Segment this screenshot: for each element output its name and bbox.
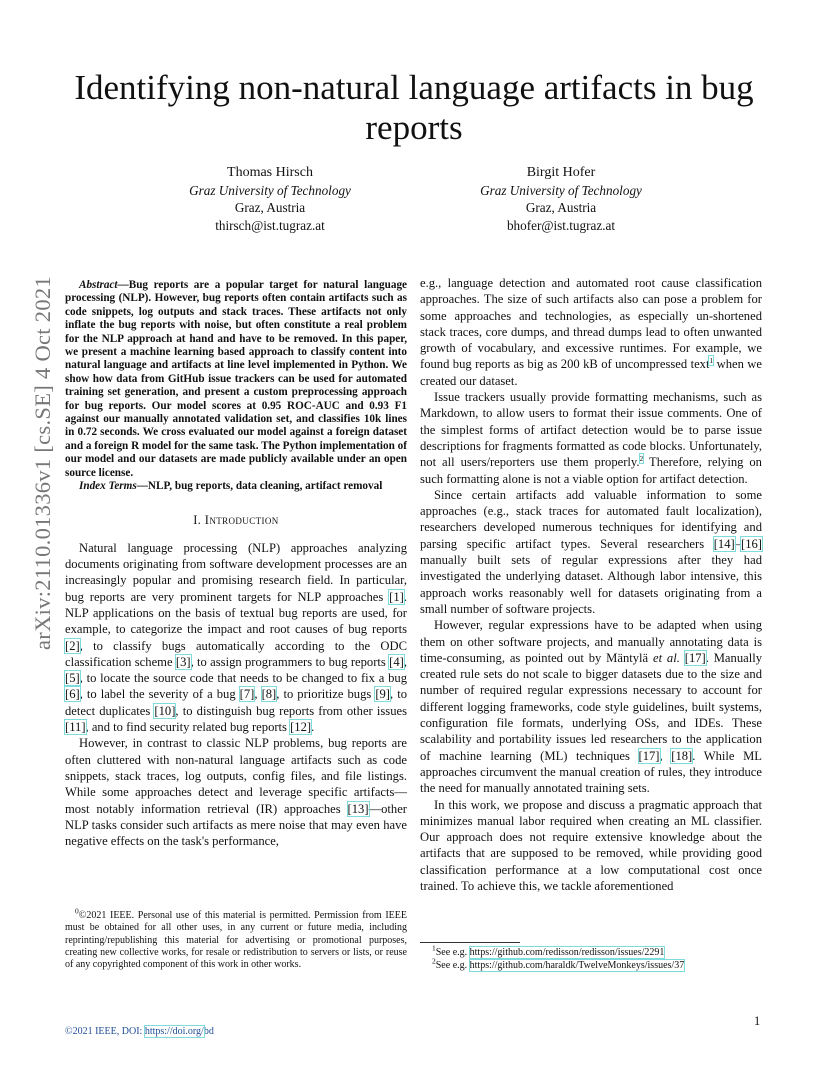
italic-text: et al. — [653, 650, 680, 665]
footnote-mark: 1 — [432, 943, 436, 953]
footnote-link[interactable]: https://github.com/redisson/redisson/issues/2291 — [469, 947, 665, 958]
arxiv-identifier: arXiv:2110.01336v1 [cs.SE] 4 Oct 2021 — [30, 276, 55, 650]
author-location: Graz, Austria — [234, 200, 306, 215]
footnote-link[interactable]: https://github.com/haraldk/TwelveMonkeys/issues/37 — [469, 960, 685, 971]
footnote-prefix: See e.g. — [435, 947, 470, 958]
paragraph: Natural language processing (NLP) approaches analyzing documents originating from software development processes are an increasingly popular and promising research field. In particular, bug reports are very prominent targets for NLP approaches [1]. NLP applications on the basis of textual bug reports are used, for example, to categorize the impact and root causes of bug reports [2], to classify bugs automatically according to the ODC classification scheme [3], to assign programmers to bug reports [4], [5], to locate the source code that needs to be changed to fix a bug [6], to label the severity of a bug [7], [8], to prioritize bugs [9], to detect duplicates [10], to distinguish bug reports from other issues [11], and to find security related bug reports [12]. — [65, 540, 407, 735]
citation-link[interactable]: [5] — [65, 671, 80, 686]
copyright-footnote — [65, 906, 407, 971]
doi-line — [65, 1026, 214, 1037]
author-block — [431, 164, 691, 234]
left-body — [65, 540, 407, 850]
footnote-ref[interactable]: 2 — [639, 454, 644, 464]
footnotes — [420, 943, 762, 972]
paper-title: Identifying non-natural language artifacts in bug reports — [74, 68, 754, 147]
right-column — [420, 275, 762, 894]
citation-link[interactable]: [1] — [389, 589, 404, 604]
footnote — [420, 956, 762, 972]
doi-suffix: bd — [203, 1026, 214, 1037]
author-block — [140, 164, 400, 234]
author-name: Birgit Hofer — [526, 165, 596, 180]
section-heading: I. Introduction — [193, 512, 279, 527]
abstract-text: —Bug reports are a popular target for natural language processing (NLP). However, bug reports often contain artifacts such as code snippets, log outputs and stack traces. These artifacts not only inflate the bug reports with noise, but often constitute a real problem for the NLP approach at hand and have to be removed. In this paper, we present a machine learning based approach to classify content into natural language and artifacts at line level implemented in Python. We show how data from GitHub issue trackers can be used for automated training set generation, and present a custom preprocessing approach for bug reports. Our model scores at 0.95 ROC-AUC and 0.93 F1 against our manually annotated validation set, and classifies 10k lines in 0.72 seconds. We cross evaluated our model against a foreign dataset and a foreign R model for the same task. The Python implementation of our model and our datasets are made publicly available under an open source license. — [65, 279, 407, 479]
author-affiliation: Graz University of Technology — [480, 182, 642, 198]
index-terms-label: Index Terms — [79, 480, 137, 493]
right-body — [420, 275, 762, 894]
doi-link[interactable]: https://doi.org/ — [144, 1026, 204, 1037]
citation-link[interactable]: [12] — [290, 720, 312, 735]
citation-link[interactable]: [14] — [713, 536, 735, 551]
citation-link[interactable]: [10] — [154, 703, 176, 718]
citation-link[interactable]: [13] — [347, 801, 369, 816]
left-column — [65, 279, 407, 849]
citation-link[interactable]: [17] — [684, 650, 706, 665]
citation-link[interactable]: [18] — [671, 748, 693, 763]
paragraph: However, regular expressions have to be adapted when using them on other software projects, and manually annotating data is time-consuming, as pointed out by Mäntylä et al. [17]. Manually created rule sets do not scale to bigger datasets due to the size and number of required regular expressions necessary to account for different logging frameworks, code style guidelines, built systems, configuration file formats, underlying OSs, and IDEs. These scalability and portability issues led researchers to the application of machine learning (ML) techniques [17], [18]. While ML approaches circumvent the manual creation of rules, they introduce the need for manually annotated training sets. — [420, 618, 763, 796]
citation-link[interactable]: [17] — [638, 748, 660, 763]
citation-link[interactable]: [3] — [175, 654, 191, 669]
copyright-text: ©2021 IEEE. Personal use of this material is permitted. Permission from IEEE must be obtained for all other uses, in any current or future media, including reprinting/republishing this material for advertising or promotional purposes, creating new collective works, for resale or redistribution to servers or lists, or reuse of any copyrighted component of this work in other works. — [65, 910, 407, 971]
paragraph: e.g., language detection and automated root cause classification approaches. The size of such artifacts also can pose a problem for some approaches and technologies, as especially un-shortened stack traces, core dumps, and thread dumps lead to often unwanted growth of vocabulary, and excessive runtimes. For example, we found bug reports as big as 200 kB of uncompressed text$^1$ when we created our dataset. — [420, 276, 762, 388]
citation-link[interactable]: [2] — [65, 638, 80, 653]
doi-prefix: ©2021 IEEE, DOI: — [65, 1026, 145, 1037]
abstract-label: Abstract — [79, 279, 118, 291]
citation-link[interactable]: [8] — [261, 687, 277, 702]
index-terms — [65, 480, 407, 493]
citation-link[interactable]: [7] — [239, 687, 255, 702]
author-name: Thomas Hirsch — [227, 165, 313, 180]
citation-link[interactable]: [16] — [741, 536, 762, 551]
footnote-ref[interactable]: 1 — [709, 356, 714, 366]
author-email[interactable]: thirsch@ist.tugraz.at — [215, 217, 325, 233]
paragraph: In this work, we propose and discuss a pragmatic approach that minimizes manual labor required when creating an ML classifier. Our approach does not require extensive knowledge about the artifacts that are supposed to be removed, while providing good classification performance at a low computational cost once trained. To achieve this, we tackle aforementioned — [420, 797, 762, 893]
footnote-prefix: See e.g. — [435, 960, 470, 971]
index-terms-text: —NLP, bug reports, data cleaning, artifact removal — [136, 480, 383, 493]
page-number: 1 — [754, 1014, 761, 1028]
paragraph: However, in contrast to classic NLP problems, bug reports are often cluttered with non-natural language artifacts such as code snippets, stack traces, log outputs, config files, and file listings. While some approaches detect and leverage specific artifacts—most notably information retrieval (IR) approaches [13]—other NLP tasks consider such artifacts as mere noise that may even have negative effects on the task's performance, — [65, 736, 407, 849]
author-location: Graz, Austria — [525, 200, 597, 215]
citation-link[interactable]: [6] — [65, 687, 80, 702]
footnote-mark: 2 — [432, 956, 436, 966]
citation-link[interactable]: [9] — [375, 687, 390, 702]
author-email[interactable]: bhofer@ist.tugraz.at — [506, 217, 616, 233]
citation-link[interactable]: [4] — [389, 654, 404, 669]
author-affiliation: Graz University of Technology — [189, 182, 351, 198]
footnote-mark: 0 — [75, 906, 79, 916]
abstract — [65, 279, 407, 480]
citation-link[interactable]: [11] — [65, 720, 86, 735]
footnote — [420, 943, 762, 959]
paragraph: Issue trackers usually provide formatting mechanisms, such as Markdown, to allow users to format their issue comments. One of the simplest forms of artifact detection would be to parse issue descriptions for fragments formatted as code blocks. Unfortunately, not all users/reporters use them properly.$^2$ Therefore, relying on such formatting alone is not a viable option for artifact detection. — [420, 390, 762, 486]
paragraph: Since certain artifacts add valuable information to some approaches (e.g., stack traces for automated fault localization), researchers developed numerous techniques for identifying and parsing specific artifact types. Several researchers [14]–[16] manually built sets of regular expressions after they had investigated the underlying dataset. Although labor intensive, this approach works reasonably well for datasets originating from a small number of software projects. — [420, 487, 762, 616]
